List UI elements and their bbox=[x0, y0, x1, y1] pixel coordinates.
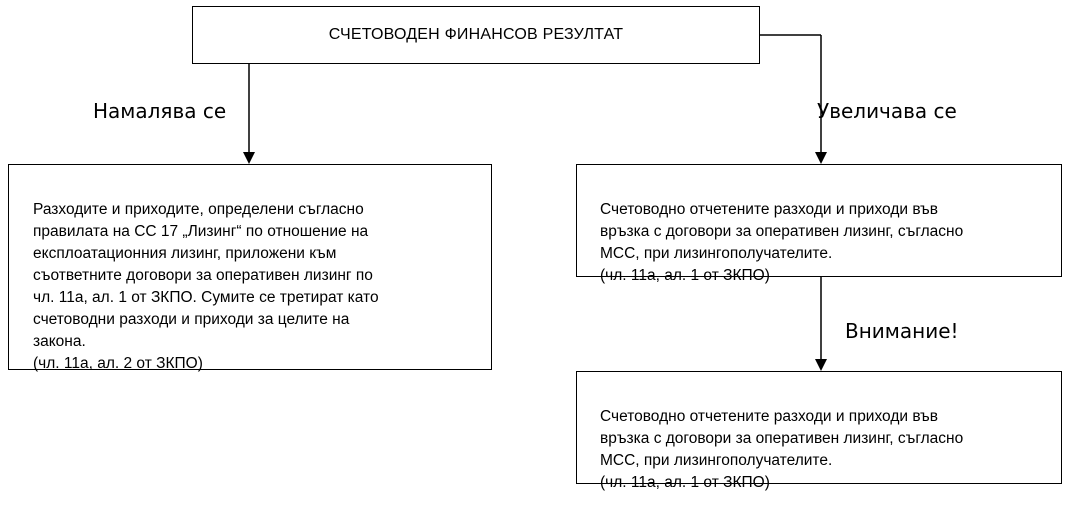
attention-description-box bbox=[576, 371, 1062, 491]
decreases-label: Намалява се bbox=[93, 99, 227, 123]
financial-result-title: СЧЕТОВОДЕН ФИНАНСОВ РЕЗУЛТАТ bbox=[328, 26, 624, 43]
increase-description-box bbox=[576, 164, 1062, 284]
financial-result-title-box bbox=[192, 6, 760, 64]
increases-label: Увеличава се bbox=[817, 99, 957, 123]
increase-description-text: Счетоводно отчетените разходи и приходи във връзка с договори за оперативен лизинг, съгласно МСС, при лизингополучателите. (чл. 11а, ал. 1 от ЗКПО) bbox=[600, 201, 964, 284]
decrease-description-text: Разходите и приходите, определени съгласно правилата на СС 17 „Лизинг“ по отношение на експлоатационния лизинг, приложени към съответните договори за оперативен лизинг по чл. 11а, ал. 1 от ЗКПО. Сумите се третират като счетоводни разходи и приходи за целите на закона. (чл. 11а, ал. 2 от ЗКПО) bbox=[33, 201, 379, 372]
attention-description-text: Счетоводно отчетените разходи и приходи във връзка с договори за оперативен лизинг, съгласно МСС, при лизингополучателите. (чл. 11а, ал. 1 от ЗКПО) bbox=[600, 408, 964, 491]
attention-label: Внимание! bbox=[845, 319, 959, 343]
decrease-description-box bbox=[8, 164, 492, 370]
